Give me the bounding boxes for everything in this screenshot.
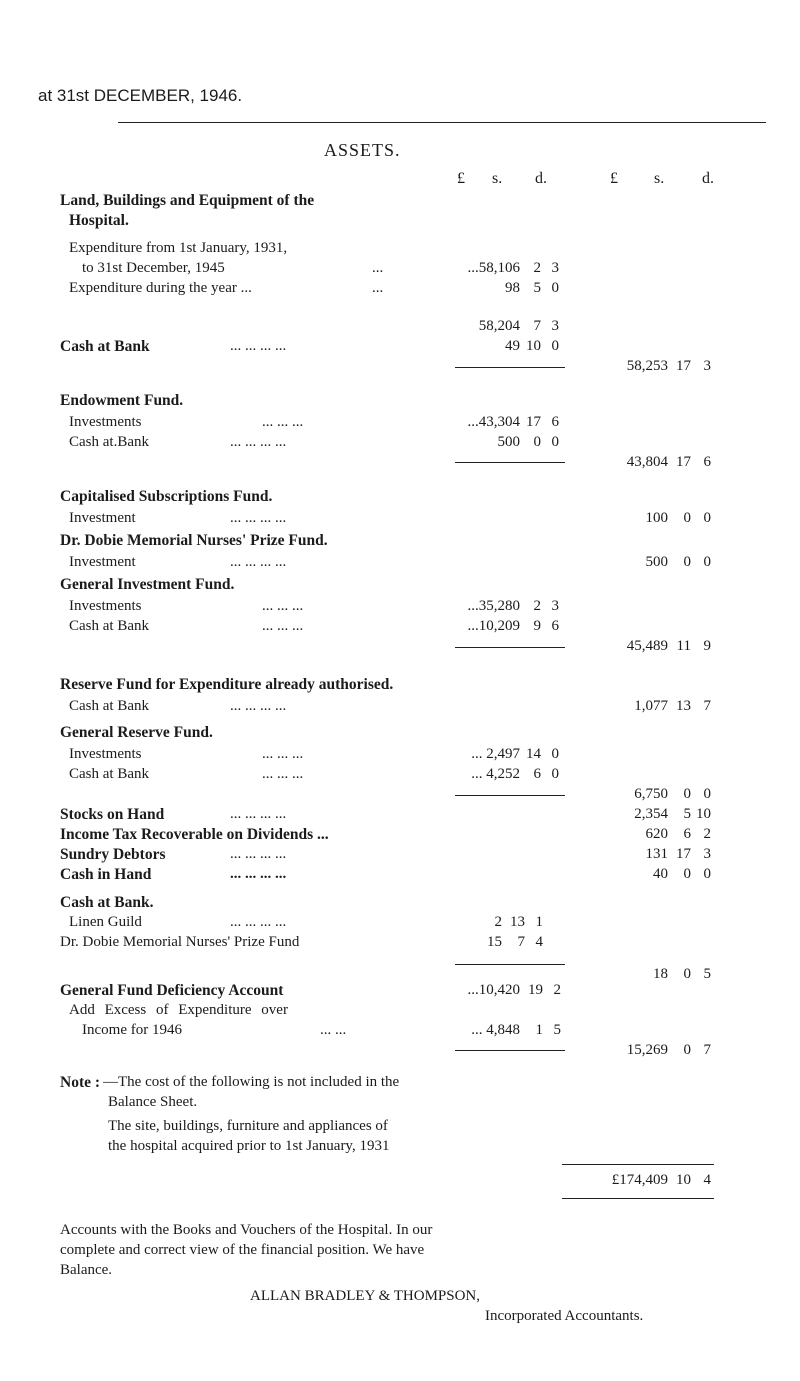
endowment-investments-pence: 6 [551, 414, 559, 430]
dobie-prize-pounds: 500 [645, 554, 668, 570]
auditors-title: Incorporated Accountants. [485, 1308, 644, 1324]
general-investment-total-shillings: 11 [676, 638, 691, 654]
dobie-bank-shillings: 7 [517, 934, 525, 950]
assets-title: ASSETS. [324, 140, 401, 160]
endowment-cash-pounds: 500 [497, 434, 520, 450]
stocks-on-hand-label: Stocks on Hand [60, 806, 165, 823]
general-reserve-cash-pounds: ... 4,252 [471, 766, 520, 782]
land-item1-line1: Expenditure from 1st January, 1931, [69, 240, 288, 256]
general-investment-inv-shillings: 2 [533, 598, 541, 614]
general-investment-inv-pence: 3 [551, 598, 559, 614]
land-subtotal-pounds: 58,204 [478, 318, 520, 334]
land-item2-pence: 0 [551, 280, 559, 296]
income-tax-shillings: 6 [683, 826, 691, 842]
col2-pence-header: d. [702, 170, 714, 187]
capitalised-dots: ... ... ... ... [230, 510, 287, 526]
land-item2-pounds: 98 [505, 280, 520, 296]
general-investment-inv-pounds: ...35,280 [467, 598, 520, 614]
sundry-debtors-pence: 3 [703, 846, 711, 862]
sundry-debtors-dots: ... ... ... ... [230, 846, 287, 862]
cash-at-bank-label: Cash at Bank [60, 338, 150, 355]
auditors-line1: Accounts with the Books and Vouchers of the Hospital. In our [60, 1222, 433, 1238]
general-reserve-total-shillings: 0 [683, 786, 691, 802]
deficiency-heading: General Fund Deficiency Account [60, 982, 284, 999]
cash-at-bank2-heading: Cash at Bank. [60, 894, 154, 911]
land-total-pence: 3 [703, 358, 711, 374]
cash-in-hand-pence: 0 [703, 866, 711, 882]
capitalised-pounds: 100 [645, 510, 668, 526]
deficiency-add-line2: Income for 1946 [82, 1022, 182, 1038]
land-subtotal-pence: 3 [551, 318, 559, 334]
sundry-debtors-shillings: 17 [676, 846, 691, 862]
dobie-bank-pounds: 15 [487, 934, 502, 950]
linen-guild-dots: ... ... ... ... [230, 914, 287, 930]
reserve-fund-heading: Reserve Fund for Expenditure already authorised. [60, 676, 394, 693]
col1-pound-header: £ [457, 170, 465, 187]
general-reserve-cash-dots: ... ... ... [262, 766, 304, 782]
auditors-firm: ALLAN BRADLEY & THOMPSON, [250, 1288, 481, 1304]
land-heading-line2: Hospital. [69, 212, 129, 229]
capitalised-label: Investment [69, 510, 136, 526]
note-line4: the hospital acquired prior to 1st January, 1931 [108, 1138, 390, 1154]
sundry-debtors-pounds: 131 [645, 846, 668, 862]
income-tax-pounds: 620 [645, 826, 668, 842]
dobie-bank-pence: 4 [535, 934, 543, 950]
income-tax-label: Income Tax Recoverable on Dividends ... [60, 826, 329, 843]
endowment-investments-label: Investments [69, 414, 142, 430]
note-line1: —The cost of the following is not included in the [103, 1074, 400, 1090]
grand-total-top-rule [562, 1164, 714, 1165]
deficiency-total-shillings: 0 [683, 1042, 691, 1058]
endowment-cash-pence: 0 [551, 434, 559, 450]
cash-at-bank-shillings: 10 [526, 338, 541, 354]
cash-in-hand-shillings: 0 [683, 866, 691, 882]
deficiency-total-rule [455, 1050, 565, 1051]
deficiency-heading-shillings: 19 [528, 982, 543, 998]
note-line3: The site, buildings, furniture and appliances of [108, 1118, 388, 1134]
general-reserve-total-rule [455, 795, 565, 796]
linen-guild-shillings: 13 [510, 914, 525, 930]
land-total-rule [455, 367, 565, 368]
cash-at-bank-dots: ... ... ... ... [230, 338, 287, 354]
dobie-prize-dots: ... ... ... ... [230, 554, 287, 570]
general-investment-cash-pounds: ...10,209 [467, 618, 520, 634]
endowment-heading: Endowment Fund. [60, 392, 184, 409]
endowment-total-shillings: 17 [676, 454, 691, 470]
general-reserve-inv-dots: ... ... ... [262, 746, 304, 762]
capitalised-pence: 0 [703, 510, 711, 526]
land-item2-shillings: 5 [533, 280, 541, 296]
deficiency-add-line1: Add Excess of Expenditure over [69, 1002, 288, 1018]
cash-at-bank2-total-pence: 5 [703, 966, 711, 982]
general-investment-inv-dots: ... ... ... [262, 598, 304, 614]
general-investment-inv-label: Investments [69, 598, 142, 614]
stocks-on-hand-dots: ... ... ... ... [230, 806, 287, 822]
general-reserve-inv-pence: 0 [551, 746, 559, 762]
sundry-debtors-label: Sundry Debtors [60, 846, 166, 863]
land-item2-label: Expenditure during the year ... [69, 280, 252, 296]
auditors-line2: complete and correct view of the financial position. We have [60, 1242, 425, 1258]
land-item2-dots: ... [372, 280, 384, 296]
cash-at-bank2-total-pounds: 18 [653, 966, 668, 982]
deficiency-add-shillings: 1 [535, 1022, 543, 1038]
cash-in-hand-pounds: 40 [653, 866, 668, 882]
general-reserve-total-pence: 0 [703, 786, 711, 802]
note-label: Note : [60, 1074, 101, 1091]
page-date-heading: at 31st DECEMBER, 1946. [38, 86, 243, 105]
dobie-prize-label: Investment [69, 554, 136, 570]
linen-guild-pence: 1 [535, 914, 543, 930]
general-investment-total-rule [455, 647, 565, 648]
endowment-cash-dots: ... ... ... ... [230, 434, 287, 450]
col1-pence-header: d. [535, 170, 547, 187]
general-reserve-heading: General Reserve Fund. [60, 724, 213, 741]
stocks-on-hand-shillings: 5 [683, 806, 691, 822]
reserve-fund-shillings: 13 [676, 698, 691, 714]
cash-in-hand-label: Cash in Hand [60, 866, 152, 883]
general-investment-total-pounds: 45,489 [626, 638, 668, 654]
endowment-total-pounds: 43,804 [626, 454, 668, 470]
stocks-on-hand-pounds: 2,354 [634, 806, 668, 822]
general-reserve-cash-label: Cash at Bank [69, 766, 149, 782]
capitalised-shillings: 0 [683, 510, 691, 526]
cash-at-bank-pence: 0 [551, 338, 559, 354]
dobie-prize-heading: Dr. Dobie Memorial Nurses' Prize Fund. [60, 532, 328, 549]
general-reserve-inv-shillings: 14 [526, 746, 541, 762]
deficiency-add-dots: ... ... [320, 1022, 347, 1038]
general-investment-cash-dots: ... ... ... [262, 618, 304, 634]
general-investment-heading: General Investment Fund. [60, 576, 235, 593]
general-reserve-cash-shillings: 6 [533, 766, 541, 782]
deficiency-total-pence: 7 [703, 1042, 711, 1058]
income-tax-pence: 2 [703, 826, 711, 842]
capitalised-heading: Capitalised Subscriptions Fund. [60, 488, 273, 505]
cash-at-bank-pounds: 49 [505, 338, 520, 354]
linen-guild-label: Linen Guild [69, 914, 142, 930]
reserve-fund-label: Cash at Bank [69, 698, 149, 714]
general-investment-cash-label: Cash at Bank [69, 618, 149, 634]
stocks-on-hand-pence: 10 [696, 806, 711, 822]
general-investment-cash-pence: 6 [551, 618, 559, 634]
land-total-pounds: 58,253 [626, 358, 668, 374]
deficiency-heading-pounds: ...10,420 [467, 982, 520, 998]
endowment-total-rule [455, 462, 565, 463]
endowment-cash-label: Cash at.Bank [69, 434, 149, 450]
land-subtotal-shillings: 7 [533, 318, 541, 334]
general-investment-cash-shillings: 9 [533, 618, 541, 634]
grand-total-bottom-rule [562, 1198, 714, 1199]
land-item1-line2: to 31st December, 1945 [82, 260, 225, 276]
land-total-shillings: 17 [676, 358, 691, 374]
deficiency-total-pounds: 15,269 [626, 1042, 668, 1058]
cash-at-bank2-total-shillings: 0 [683, 966, 691, 982]
endowment-investments-shillings: 17 [526, 414, 541, 430]
deficiency-heading-pence: 2 [553, 982, 561, 998]
general-reserve-cash-pence: 0 [551, 766, 559, 782]
land-item1-dots: ... [372, 260, 384, 276]
land-item1-pence: 3 [551, 260, 559, 276]
top-rule [118, 122, 766, 123]
linen-guild-pounds: 2 [494, 914, 502, 930]
general-reserve-inv-pounds: ... 2,497 [471, 746, 520, 762]
grand-total-pounds: £174,409 [611, 1172, 668, 1188]
general-reserve-inv-label: Investments [69, 746, 142, 762]
land-item1-pounds: ...58,106 [467, 260, 520, 276]
general-investment-total-pence: 9 [703, 638, 711, 654]
dobie-bank-label: Dr. Dobie Memorial Nurses' Prize Fund [60, 934, 300, 950]
cash-at-bank2-total-rule [455, 964, 565, 965]
dobie-prize-pence: 0 [703, 554, 711, 570]
land-heading-line1: Land, Buildings and Equipment of the [60, 192, 315, 209]
col2-pound-header: £ [610, 170, 618, 187]
grand-total-shillings: 10 [676, 1172, 691, 1188]
note-line2: Balance Sheet. [108, 1094, 198, 1110]
endowment-total-pence: 6 [703, 454, 711, 470]
cash-in-hand-dots: ... ... ... ... [230, 866, 287, 882]
endowment-investments-dots: ... ... ... [262, 414, 304, 430]
deficiency-add-pounds: ... 4,848 [471, 1022, 520, 1038]
grand-total-pence: 4 [703, 1172, 711, 1188]
reserve-fund-pounds: 1,077 [634, 698, 668, 714]
col2-shilling-header: s. [654, 170, 665, 187]
dobie-prize-shillings: 0 [683, 554, 691, 570]
auditors-line3: Balance. [60, 1262, 113, 1278]
land-item1-shillings: 2 [533, 260, 541, 276]
endowment-investments-pounds: ...43,304 [467, 414, 520, 430]
deficiency-add-pence: 5 [553, 1022, 561, 1038]
general-reserve-total-pounds: 6,750 [634, 786, 668, 802]
reserve-fund-pence: 7 [703, 698, 711, 714]
col1-shilling-header: s. [492, 170, 503, 187]
reserve-fund-dots: ... ... ... ... [230, 698, 287, 714]
endowment-cash-shillings: 0 [533, 434, 541, 450]
